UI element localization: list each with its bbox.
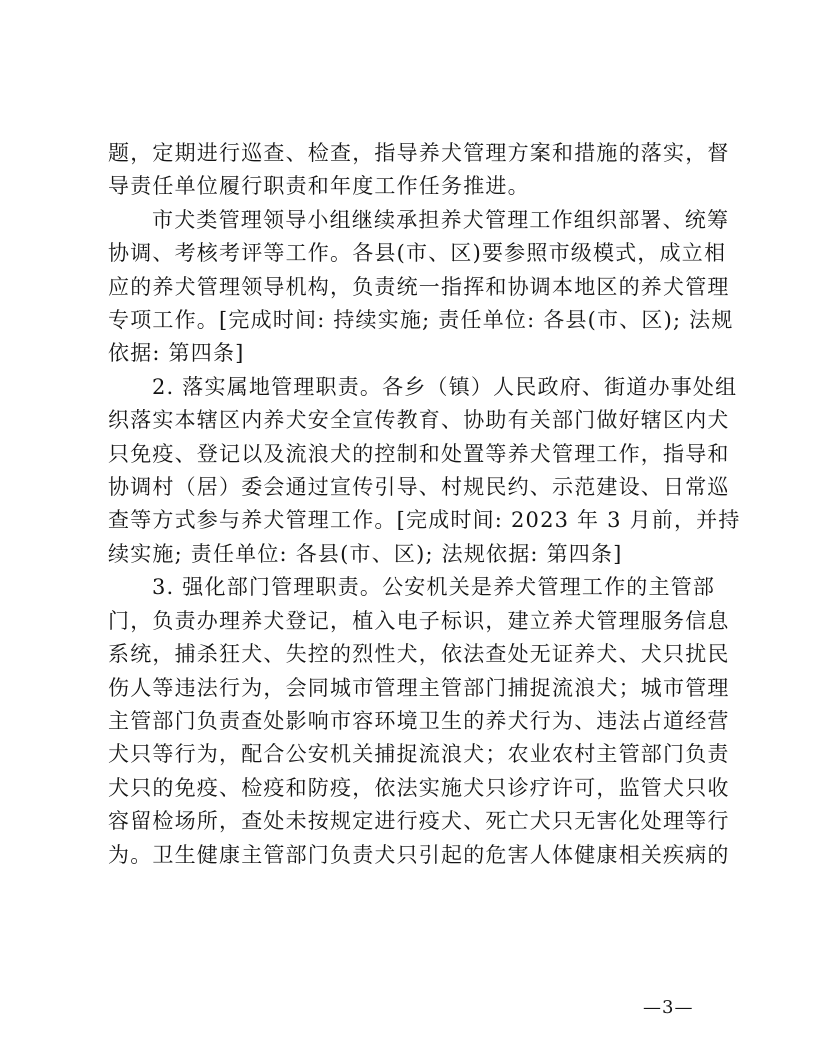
- body-text: [108, 137, 741, 872]
- paragraph-leadership-group: [108, 204, 734, 371]
- text-line: 门，负责办理养犬登记，植入电子标识，建立养犬管理服务信息: [108, 608, 730, 633]
- text-line: 题，定期进行巡查、检查，指导养犬管理方案和措施的落实，督: [108, 141, 730, 165]
- text-line: 导责任单位履行职责和年度工作任务推进。: [108, 174, 530, 199]
- text-line: 3. 强化部门管理职责。公安机关是养犬管理工作的主管部: [152, 575, 716, 600]
- text-line: 犬只的免疫、检疫和防疫，依法实施犬只诊疗许可，监管犬只收: [108, 775, 730, 800]
- text-line: 市犬类管理领导小组继续承担养犬管理工作组织部署、统筹: [152, 207, 730, 232]
- text-line: 主管部门负责查处影响市容环境卫生的养犬行为、违法占道经营: [108, 708, 730, 733]
- text-line: 为。卫生健康主管部门负责犬只引起的危害人体健康相关疾病的: [108, 842, 730, 867]
- text-line: 协调、考核考评等工作。各县(市、区)要参照市级模式，成立相: [108, 241, 727, 266]
- text-line: 系统，捕杀狂犬、失控的烈性犬，依法查处无证养犬、犬只扰民: [108, 642, 730, 667]
- text-line: 应的养犬管理领导机构，负责统一指挥和协调本地区的养犬管理: [108, 274, 730, 299]
- text-line: 续实施; 责任单位: 各县(市、区); 法规依据: 第四条]: [108, 541, 623, 566]
- text-line: 查等方式参与养犬管理工作。[完成时间: 2023 年 3 月前，并持: [108, 508, 741, 533]
- text-line: 容留检场所，查处未按规定进行疫犬、死亡犬只无害化处理等行: [108, 809, 730, 834]
- page-number: —3—: [643, 997, 694, 1018]
- text-line: 依据: 第四条]: [108, 341, 245, 366]
- paragraph-continued: [108, 137, 730, 204]
- text-line: 2. 落实属地管理职责。各乡（镇）人民政府、街道办事处组: [152, 374, 738, 399]
- text-line: 只免疫、登记以及流浪犬的控制和处置等养犬管理工作，指导和: [108, 441, 730, 466]
- text-line: 协调村（居）委会通过宣传引导、村规民约、示范建设、日常巡: [108, 475, 730, 500]
- text-line: 专项工作。[完成时间: 持续实施; 责任单位: 各县(市、区); 法规: [108, 308, 734, 333]
- text-line: 伤人等违法行为，会同城市管理主管部门捕捉流浪犬；城市管理: [108, 675, 730, 700]
- text-line: 织落实本辖区内养犬安全宣传教育、协助有关部门做好辖区内犬: [108, 408, 730, 433]
- text-line: 犬只等行为，配合公安机关捕捉流浪犬；农业农村主管部门负责: [108, 742, 730, 767]
- paragraph-item-2: [108, 371, 741, 571]
- paragraph-item-3: [108, 571, 730, 872]
